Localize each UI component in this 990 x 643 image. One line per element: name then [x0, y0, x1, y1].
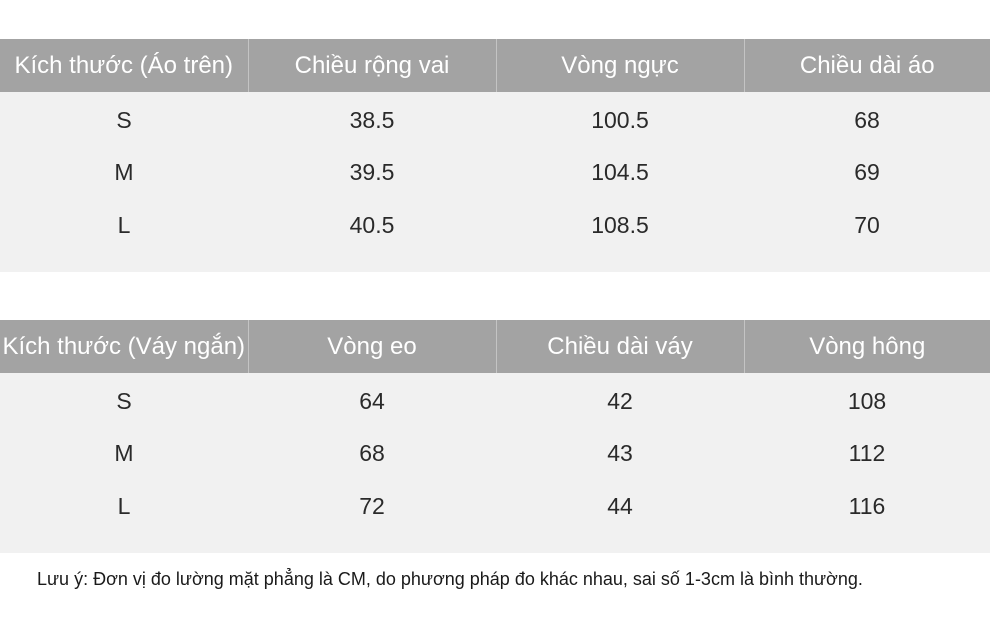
- header-top-length: Chiều dài áo: [744, 39, 990, 92]
- value-cell: 108: [847, 387, 887, 414]
- size-cell: M: [114, 158, 134, 185]
- value-cell: 70: [854, 212, 880, 238]
- value-cell: 116: [848, 493, 886, 519]
- top-size-table: [0, 39, 990, 272]
- size-cell: S: [116, 387, 132, 414]
- value-cell: 108.5: [591, 212, 649, 238]
- value-cell: 38.5: [349, 106, 395, 133]
- header-size-top: Kích thước (Áo trên): [0, 39, 248, 92]
- value-cell: 39.5: [349, 158, 395, 185]
- header-shoulder-width: Chiều rộng vai: [248, 39, 496, 92]
- header-waist: Vòng eo: [248, 320, 496, 373]
- value-cell: 44: [607, 493, 633, 519]
- table-header-row: [0, 320, 990, 373]
- header-hip: Vòng hông: [744, 320, 990, 373]
- value-cell: 104.5: [591, 158, 649, 185]
- size-cell: M: [114, 439, 134, 466]
- header-size-skirt: Kích thước (Váy ngắn): [0, 320, 248, 373]
- table-header-row: [0, 39, 990, 92]
- table-row: [0, 198, 990, 272]
- value-cell: 68: [359, 439, 385, 466]
- table-row: [0, 427, 990, 479]
- value-cell: 42: [607, 387, 633, 414]
- measurement-note: Lưu ý: Đơn vị đo lường mặt phẳng là CM, do phương pháp đo khác nhau, sai số 1-3cm là bình thường.: [37, 569, 863, 589]
- value-cell: 72: [359, 493, 385, 519]
- header-skirt-length: Chiều dài váy: [496, 320, 744, 373]
- value-cell: 64: [359, 387, 385, 414]
- value-cell: 69: [854, 158, 880, 185]
- table-row: [0, 479, 990, 553]
- size-cell: S: [116, 106, 132, 133]
- size-cell: L: [117, 212, 131, 238]
- table-row: [0, 146, 990, 198]
- value-cell: 43: [607, 439, 633, 466]
- size-cell: L: [117, 493, 131, 519]
- table-row: [0, 373, 990, 427]
- value-cell: 100.5: [591, 106, 649, 133]
- value-cell: 40.5: [349, 212, 395, 238]
- skirt-size-table: [0, 320, 990, 553]
- header-chest: Vòng ngực: [496, 39, 744, 92]
- value-cell: 112: [848, 439, 886, 466]
- value-cell: 68: [854, 106, 880, 133]
- table-row: [0, 92, 990, 146]
